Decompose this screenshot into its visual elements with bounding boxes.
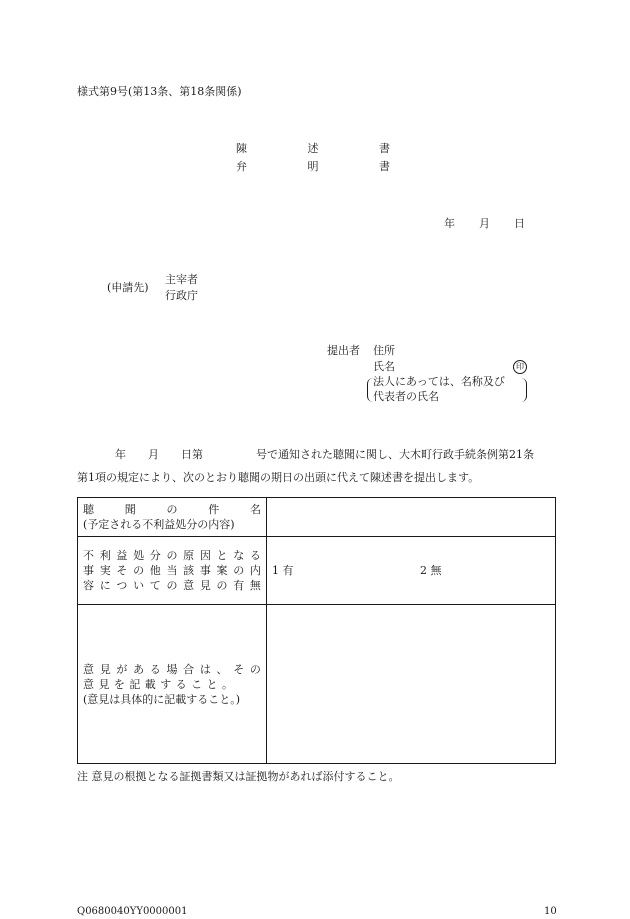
label-char: の — [166, 503, 178, 516]
title-statement — [236, 142, 390, 157]
document-code: Q0680040YY0000001 — [77, 906, 188, 917]
title-char: 書 — [379, 142, 390, 155]
table-row-case-name — [78, 498, 556, 537]
addressee-label: (申請先) — [107, 281, 149, 294]
date-line — [444, 217, 525, 232]
addressee-presider: 主宰者 — [165, 273, 198, 286]
form-number: 様式第9号(第13条、第18条関係) — [77, 85, 242, 98]
opinion-sublabel: (意見は具体的に記載すること。) — [83, 692, 241, 706]
corporate-note-line1: 法人にあっては、名称及び — [373, 375, 505, 388]
date-year-label: 年 — [444, 217, 455, 230]
page-number: 10 — [544, 906, 557, 917]
label-line: 意 見 を 記 載 す る こ と 。 — [83, 677, 233, 691]
corporate-note-line2: 代表者の氏名 — [373, 390, 439, 403]
date-month-label: 月 — [479, 217, 490, 230]
opinion-presence-label — [78, 537, 267, 605]
body-day-label: 日第 — [181, 448, 203, 461]
label-line: 意 見 が あ る 場 合 は 、 そ の — [83, 662, 261, 676]
title-explanation — [236, 160, 390, 175]
submitter-address-label: 住所 — [373, 344, 395, 357]
body-year-label: 年 — [115, 448, 126, 461]
body-text-line1: 号で通知された聴聞に関し、大木町行政手続条例第21条 — [256, 448, 534, 461]
table-row-opinion-presence — [78, 537, 556, 605]
title-char: 明 — [307, 160, 319, 173]
label-line: 不 利 益 処 分 の 原 因 と な る — [83, 549, 261, 562]
title-char: 書 — [379, 160, 390, 173]
option-no[interactable]: 2 無 — [420, 564, 442, 577]
opinion-presence-value — [267, 537, 556, 605]
note-text: 注 意見の根拠となる証拠書類又は証拠物があれば添付すること。 — [77, 770, 400, 783]
title-char: 陳 — [236, 142, 247, 155]
bracket-right — [521, 378, 527, 402]
label-char: 名 — [250, 503, 261, 516]
seal-mark: 印 — [513, 360, 527, 374]
opinion-value[interactable] — [267, 605, 556, 764]
statement-table — [77, 497, 556, 764]
submitter-label: 提出者 — [327, 344, 360, 357]
body-text-line2: 第1項の規定により、次のとおり聴聞の期日の出頭に代えて陳述書を提出します。 — [77, 471, 480, 484]
label-char: 聞 — [124, 503, 136, 516]
body-month-label: 月 — [148, 448, 159, 461]
label-line: 事 実 そ の 他 当 該 事 案 の 内 — [83, 564, 261, 577]
case-name-sublabel: (予定される不利益処分の内容) — [83, 518, 235, 531]
title-char: 述 — [307, 142, 319, 155]
table-row-opinion — [78, 605, 556, 764]
label-char: 聴 — [83, 503, 94, 516]
addressee-agency: 行政庁 — [165, 289, 198, 302]
label-line: 容 に つ い て の 意 見 の 有 無 — [83, 579, 261, 592]
label-char: 件 — [208, 503, 220, 516]
submitter-name-label: 氏名 — [373, 360, 395, 373]
option-yes[interactable]: 1 有 — [272, 564, 294, 577]
case-name-label — [78, 498, 267, 537]
case-name-value[interactable] — [267, 498, 556, 537]
title-char: 弁 — [236, 160, 247, 173]
opinion-label — [78, 605, 267, 764]
date-day-label: 日 — [514, 217, 525, 230]
